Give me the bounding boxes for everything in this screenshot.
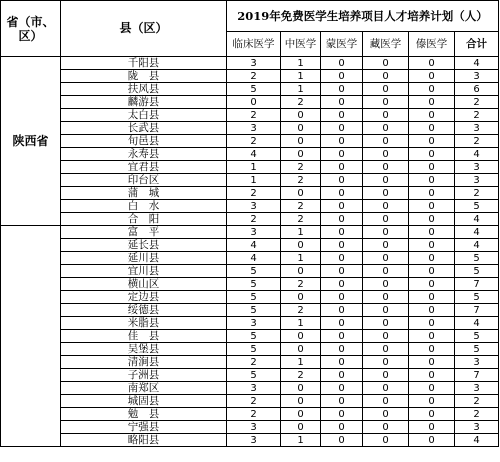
clinical-cell: 2 bbox=[227, 356, 281, 369]
tibetan-cell: 0 bbox=[363, 174, 409, 187]
mongolian-cell: 0 bbox=[321, 395, 363, 408]
tcm-cell: 1 bbox=[281, 434, 321, 447]
tibetan-cell: 0 bbox=[363, 395, 409, 408]
table-row bbox=[1, 213, 499, 226]
county-cell: 南郑区 bbox=[61, 382, 227, 395]
clinical-cell: 4 bbox=[227, 148, 281, 161]
dai-cell: 0 bbox=[409, 369, 455, 382]
table-row bbox=[1, 369, 499, 382]
table-row bbox=[1, 317, 499, 330]
county-cell: 略阳县 bbox=[61, 434, 227, 447]
tibetan-cell: 0 bbox=[363, 200, 409, 213]
table-row bbox=[1, 278, 499, 291]
tcm-cell: 0 bbox=[281, 382, 321, 395]
mongolian-cell: 0 bbox=[321, 109, 363, 122]
county-cell: 长武县 bbox=[61, 122, 227, 135]
clinical-cell: 2 bbox=[227, 70, 281, 83]
tibetan-cell: 0 bbox=[363, 135, 409, 148]
county-cell: 子洲县 bbox=[61, 369, 227, 382]
clinical-cell: 4 bbox=[227, 239, 281, 252]
dai-cell: 0 bbox=[409, 83, 455, 96]
clinical-cell: 3 bbox=[227, 200, 281, 213]
clinical-cell: 5 bbox=[227, 83, 281, 96]
table-row bbox=[1, 356, 499, 369]
dai-cell: 0 bbox=[409, 161, 455, 174]
dai-cell: 0 bbox=[409, 278, 455, 291]
mongolian-cell: 0 bbox=[321, 148, 363, 161]
mongolian-cell: 0 bbox=[321, 382, 363, 395]
county-cell: 米脂县 bbox=[61, 317, 227, 330]
county-cell: 蒲 城 bbox=[61, 187, 227, 200]
tcm-cell: 2 bbox=[281, 174, 321, 187]
tcm-cell: 1 bbox=[281, 226, 321, 239]
dai-cell: 0 bbox=[409, 226, 455, 239]
dai-cell: 0 bbox=[409, 317, 455, 330]
tcm-cell: 2 bbox=[281, 161, 321, 174]
county-cell: 宜川县 bbox=[61, 265, 227, 278]
dai-cell: 0 bbox=[409, 382, 455, 395]
mongolian-cell: 0 bbox=[321, 369, 363, 382]
province-cell-continued bbox=[1, 226, 61, 447]
county-column-header: 县（区） bbox=[61, 1, 227, 57]
dai-cell: 0 bbox=[409, 434, 455, 447]
mongolian-cell: 0 bbox=[321, 356, 363, 369]
tcm-cell: 2 bbox=[281, 278, 321, 291]
clinical-cell: 2 bbox=[227, 109, 281, 122]
clinical-cell: 1 bbox=[227, 174, 281, 187]
county-cell: 陇 县 bbox=[61, 70, 227, 83]
total-cell: 5 bbox=[455, 252, 499, 265]
tibetan-cell: 0 bbox=[363, 304, 409, 317]
tcm-cell: 0 bbox=[281, 330, 321, 343]
table-row bbox=[1, 291, 499, 304]
tibetan-cell: 0 bbox=[363, 83, 409, 96]
clinical-cell: 2 bbox=[227, 395, 281, 408]
clinical-cell: 1 bbox=[227, 161, 281, 174]
tibetan-cell: 0 bbox=[363, 434, 409, 447]
county-cell: 太白县 bbox=[61, 109, 227, 122]
county-cell: 宜君县 bbox=[61, 161, 227, 174]
tibetan-cell: 0 bbox=[363, 226, 409, 239]
dai-cell: 0 bbox=[409, 135, 455, 148]
mongolian-cell: 0 bbox=[321, 226, 363, 239]
total-cell: 2 bbox=[455, 109, 499, 122]
clinical-cell: 3 bbox=[227, 421, 281, 434]
table-row bbox=[1, 187, 499, 200]
county-cell: 永寿县 bbox=[61, 148, 227, 161]
clinical-cell: 4 bbox=[227, 252, 281, 265]
tcm-cell: 1 bbox=[281, 317, 321, 330]
mongolian-cell: 0 bbox=[321, 187, 363, 200]
tibetan-cell: 0 bbox=[363, 239, 409, 252]
total-cell: 7 bbox=[455, 369, 499, 382]
tibetan-cell: 0 bbox=[363, 369, 409, 382]
total-cell: 2 bbox=[455, 395, 499, 408]
dai-cell: 0 bbox=[409, 200, 455, 213]
clinical-cell: 5 bbox=[227, 343, 281, 356]
tcm-cell: 1 bbox=[281, 356, 321, 369]
clinical-cell: 2 bbox=[227, 408, 281, 421]
mongolian-cell: 0 bbox=[321, 278, 363, 291]
clinical-cell: 5 bbox=[227, 265, 281, 278]
total-cell: 4 bbox=[455, 317, 499, 330]
tcm-cell: 0 bbox=[281, 135, 321, 148]
table-row bbox=[1, 148, 499, 161]
county-cell: 千阳县 bbox=[61, 57, 227, 70]
table-row bbox=[1, 265, 499, 278]
tcm-cell: 1 bbox=[281, 57, 321, 70]
mongolian-cell: 0 bbox=[321, 330, 363, 343]
tcm-cell: 0 bbox=[281, 395, 321, 408]
clinical-cell: 3 bbox=[227, 122, 281, 135]
dai-cell: 0 bbox=[409, 252, 455, 265]
tibetan-cell: 0 bbox=[363, 187, 409, 200]
column-header-tcm: 中医学 bbox=[281, 32, 321, 57]
dai-cell: 0 bbox=[409, 395, 455, 408]
table-row bbox=[1, 395, 499, 408]
table-row bbox=[1, 434, 499, 447]
dai-cell: 0 bbox=[409, 70, 455, 83]
dai-cell: 0 bbox=[409, 213, 455, 226]
table-row bbox=[1, 252, 499, 265]
tibetan-cell: 0 bbox=[363, 57, 409, 70]
table-row bbox=[1, 174, 499, 187]
tcm-cell: 0 bbox=[281, 265, 321, 278]
table-row bbox=[1, 421, 499, 434]
clinical-cell: 3 bbox=[227, 317, 281, 330]
dai-cell: 0 bbox=[409, 265, 455, 278]
dai-cell: 0 bbox=[409, 122, 455, 135]
total-cell: 2 bbox=[455, 408, 499, 421]
tcm-cell: 0 bbox=[281, 148, 321, 161]
table-row bbox=[1, 96, 499, 109]
total-cell: 4 bbox=[455, 148, 499, 161]
county-cell: 吴堡县 bbox=[61, 343, 227, 356]
column-header-total: 合计 bbox=[455, 32, 499, 57]
tibetan-cell: 0 bbox=[363, 356, 409, 369]
tcm-cell: 0 bbox=[281, 187, 321, 200]
total-cell: 5 bbox=[455, 200, 499, 213]
total-cell: 2 bbox=[455, 135, 499, 148]
tibetan-cell: 0 bbox=[363, 343, 409, 356]
total-cell: 7 bbox=[455, 278, 499, 291]
tcm-cell: 1 bbox=[281, 70, 321, 83]
total-cell: 3 bbox=[455, 122, 499, 135]
total-cell: 3 bbox=[455, 174, 499, 187]
mongolian-cell: 0 bbox=[321, 161, 363, 174]
tcm-cell: 0 bbox=[281, 109, 321, 122]
total-cell: 3 bbox=[455, 161, 499, 174]
mongolian-cell: 0 bbox=[321, 213, 363, 226]
tibetan-cell: 0 bbox=[363, 148, 409, 161]
total-cell: 3 bbox=[455, 382, 499, 395]
dai-cell: 0 bbox=[409, 148, 455, 161]
mongolian-cell: 0 bbox=[321, 96, 363, 109]
dai-cell: 0 bbox=[409, 330, 455, 343]
county-cell: 延长县 bbox=[61, 239, 227, 252]
county-cell: 旬邑县 bbox=[61, 135, 227, 148]
mongolian-cell: 0 bbox=[321, 265, 363, 278]
county-cell: 宁强县 bbox=[61, 421, 227, 434]
tibetan-cell: 0 bbox=[363, 382, 409, 395]
tibetan-cell: 0 bbox=[363, 421, 409, 434]
dai-cell: 0 bbox=[409, 356, 455, 369]
tibetan-cell: 0 bbox=[363, 265, 409, 278]
column-header-clinical: 临床医学 bbox=[227, 32, 281, 57]
table-row bbox=[1, 330, 499, 343]
table-row bbox=[1, 57, 499, 70]
province-column-header: 省（市、区） bbox=[1, 1, 61, 57]
tcm-cell: 2 bbox=[281, 369, 321, 382]
county-cell: 富 平 bbox=[61, 226, 227, 239]
mongolian-cell: 0 bbox=[321, 135, 363, 148]
county-cell: 横山区 bbox=[61, 278, 227, 291]
mongolian-cell: 0 bbox=[321, 434, 363, 447]
tibetan-cell: 0 bbox=[363, 109, 409, 122]
table-row bbox=[1, 304, 499, 317]
tibetan-cell: 0 bbox=[363, 408, 409, 421]
tibetan-cell: 0 bbox=[363, 161, 409, 174]
dai-cell: 0 bbox=[409, 109, 455, 122]
tcm-cell: 2 bbox=[281, 304, 321, 317]
county-cell: 清涧县 bbox=[61, 356, 227, 369]
dai-cell: 0 bbox=[409, 187, 455, 200]
clinical-cell: 0 bbox=[227, 96, 281, 109]
tcm-cell: 2 bbox=[281, 96, 321, 109]
table-row bbox=[1, 226, 499, 239]
dai-cell: 0 bbox=[409, 421, 455, 434]
total-cell: 2 bbox=[455, 96, 499, 109]
tibetan-cell: 0 bbox=[363, 330, 409, 343]
mongolian-cell: 0 bbox=[321, 239, 363, 252]
total-cell: 2 bbox=[455, 187, 499, 200]
tibetan-cell: 0 bbox=[363, 213, 409, 226]
table-row bbox=[1, 135, 499, 148]
county-cell: 合 阳 bbox=[61, 213, 227, 226]
clinical-cell: 3 bbox=[227, 57, 281, 70]
county-cell: 佳 县 bbox=[61, 330, 227, 343]
dai-cell: 0 bbox=[409, 291, 455, 304]
county-cell: 勉 县 bbox=[61, 408, 227, 421]
mongolian-cell: 0 bbox=[321, 317, 363, 330]
dai-cell: 0 bbox=[409, 408, 455, 421]
county-cell: 延川县 bbox=[61, 252, 227, 265]
mongolian-cell: 0 bbox=[321, 343, 363, 356]
total-cell: 4 bbox=[455, 226, 499, 239]
table-row bbox=[1, 122, 499, 135]
total-cell: 3 bbox=[455, 356, 499, 369]
column-header-dai: 傣医学 bbox=[409, 32, 455, 57]
mongolian-cell: 0 bbox=[321, 304, 363, 317]
total-cell: 5 bbox=[455, 291, 499, 304]
clinical-cell: 5 bbox=[227, 278, 281, 291]
table-row bbox=[1, 343, 499, 356]
dai-cell: 0 bbox=[409, 239, 455, 252]
county-cell: 城固县 bbox=[61, 395, 227, 408]
dai-cell: 0 bbox=[409, 174, 455, 187]
clinical-cell: 3 bbox=[227, 434, 281, 447]
clinical-cell: 5 bbox=[227, 330, 281, 343]
county-cell: 印台区 bbox=[61, 174, 227, 187]
tcm-cell: 0 bbox=[281, 239, 321, 252]
total-cell: 5 bbox=[455, 330, 499, 343]
mongolian-cell: 0 bbox=[321, 83, 363, 96]
tcm-cell: 1 bbox=[281, 83, 321, 96]
column-header-mongolian: 蒙医学 bbox=[321, 32, 363, 57]
table-row bbox=[1, 109, 499, 122]
tibetan-cell: 0 bbox=[363, 317, 409, 330]
table-row bbox=[1, 408, 499, 421]
tcm-cell: 2 bbox=[281, 200, 321, 213]
total-cell: 4 bbox=[455, 213, 499, 226]
county-cell: 定边县 bbox=[61, 291, 227, 304]
county-cell: 绥德县 bbox=[61, 304, 227, 317]
total-cell: 5 bbox=[455, 265, 499, 278]
mongolian-cell: 0 bbox=[321, 252, 363, 265]
mongolian-cell: 0 bbox=[321, 122, 363, 135]
dai-cell: 0 bbox=[409, 96, 455, 109]
tcm-cell: 0 bbox=[281, 343, 321, 356]
clinical-cell: 2 bbox=[227, 187, 281, 200]
column-header-tibetan: 藏医学 bbox=[363, 32, 409, 57]
dai-cell: 0 bbox=[409, 57, 455, 70]
tibetan-cell: 0 bbox=[363, 252, 409, 265]
total-cell: 5 bbox=[455, 343, 499, 356]
mongolian-cell: 0 bbox=[321, 200, 363, 213]
tcm-cell: 1 bbox=[281, 252, 321, 265]
mongolian-cell: 0 bbox=[321, 174, 363, 187]
clinical-cell: 3 bbox=[227, 226, 281, 239]
tibetan-cell: 0 bbox=[363, 291, 409, 304]
mongolian-cell: 0 bbox=[321, 70, 363, 83]
clinical-cell: 5 bbox=[227, 369, 281, 382]
total-cell: 3 bbox=[455, 421, 499, 434]
tibetan-cell: 0 bbox=[363, 278, 409, 291]
table-title: 2019年免费医学生培养项目人才培养计划（人） bbox=[227, 1, 499, 32]
tcm-cell: 0 bbox=[281, 122, 321, 135]
clinical-cell: 5 bbox=[227, 304, 281, 317]
header-row-title bbox=[1, 1, 499, 32]
clinical-cell: 2 bbox=[227, 135, 281, 148]
mongolian-cell: 0 bbox=[321, 291, 363, 304]
tibetan-cell: 0 bbox=[363, 70, 409, 83]
clinical-cell: 3 bbox=[227, 382, 281, 395]
total-cell: 4 bbox=[455, 57, 499, 70]
tibetan-cell: 0 bbox=[363, 122, 409, 135]
county-cell: 麟游县 bbox=[61, 96, 227, 109]
total-cell: 4 bbox=[455, 434, 499, 447]
mongolian-cell: 0 bbox=[321, 408, 363, 421]
clinical-cell: 5 bbox=[227, 291, 281, 304]
total-cell: 7 bbox=[455, 304, 499, 317]
mongolian-cell: 0 bbox=[321, 57, 363, 70]
table-row bbox=[1, 161, 499, 174]
table-row bbox=[1, 200, 499, 213]
total-cell: 6 bbox=[455, 83, 499, 96]
dai-cell: 0 bbox=[409, 343, 455, 356]
table-row bbox=[1, 239, 499, 252]
mongolian-cell: 0 bbox=[321, 421, 363, 434]
county-cell: 扶风县 bbox=[61, 83, 227, 96]
tibetan-cell: 0 bbox=[363, 96, 409, 109]
tcm-cell: 0 bbox=[281, 408, 321, 421]
total-cell: 3 bbox=[455, 70, 499, 83]
total-cell: 4 bbox=[455, 239, 499, 252]
dai-cell: 0 bbox=[409, 304, 455, 317]
clinical-cell: 2 bbox=[227, 213, 281, 226]
table-row bbox=[1, 70, 499, 83]
province-cell: 陕西省 bbox=[1, 57, 61, 226]
table-row bbox=[1, 83, 499, 96]
tcm-cell: 2 bbox=[281, 213, 321, 226]
tcm-cell: 0 bbox=[281, 421, 321, 434]
county-cell: 白 水 bbox=[61, 200, 227, 213]
tcm-cell: 0 bbox=[281, 291, 321, 304]
table-row bbox=[1, 382, 499, 395]
